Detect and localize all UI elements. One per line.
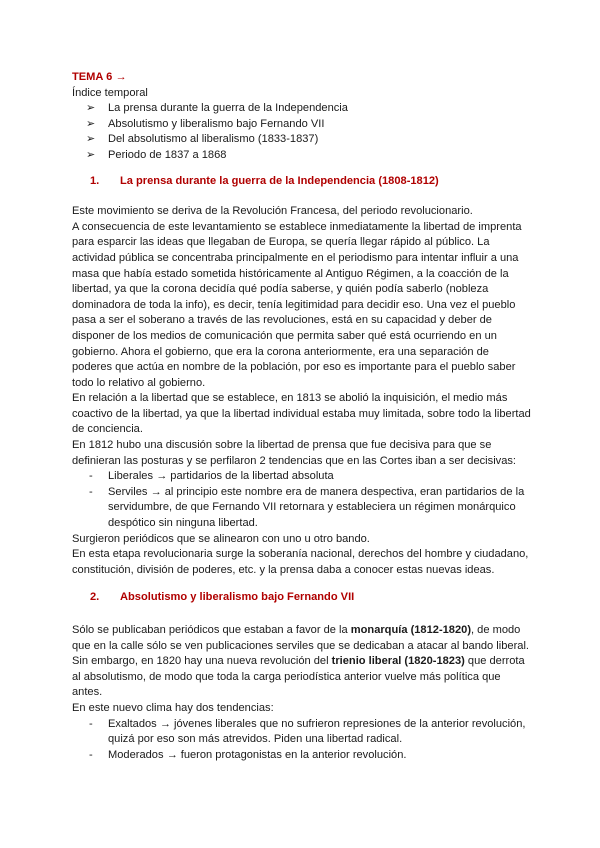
paragraph: En 1812 hubo una discusión sobre la libertad de prensa que fue decisiva para que se definieran las posturas y se perfilaron 2 tendencias que en las Cortes iban a ser decisivas: (72, 439, 516, 467)
index-item: ➢ La prensa durante la guerra de la Independencia (72, 101, 532, 117)
index-list (72, 101, 532, 163)
index-title: Índice temporal (72, 86, 148, 99)
section-1-heading: 1. La prensa durante la guerra de la Independencia (1808-1812) (90, 174, 439, 187)
index-item: ➢ Periodo de 1837 a 1868 (72, 148, 532, 164)
list-item: - Moderados → fueron protagonistas en la anterior revolución. (89, 748, 407, 761)
topic-title: TEMA 6 → (72, 71, 127, 83)
list-item: - Exaltados → jóvenes liberales que no sufrieron represiones de la anterior revolución, quizá por eso son más atrevidos. Piden una libertad radical. (89, 717, 526, 746)
list-item: - Liberales → partidarios de la libertad absoluta (89, 470, 334, 483)
paragraph: En este nuevo clima hay dos tendencias: (72, 701, 274, 714)
arrow-bullet-icon: ➢ (86, 148, 96, 161)
document-page (72, 70, 532, 763)
paragraph: En esta etapa revolucionaria surge la soberanía nacional, derechos del hombre y ciudadano, constitución, división de poderes, etc. y la prensa daba a conocer estas nuevas ideas. (72, 548, 529, 576)
paragraph: Sin embargo, en 1820 hay una nueva revolución del trienio liberal (1820-1823) que derrota al absolutismo, de modo que toda la carga periodística anterior vuelve más política que antes. (72, 655, 525, 699)
paragraph: A consecuencia de este levantamiento se establece inmediatamente la libertad de imprenta para esparcir las ideas que llegaban de Europa, se quería llegar rápido al público. La actividad pública se concentraba principalmente en el periodismo para intentar influir a una masa que había estado sometida históricamente al Antiguo Régimen, a la coacción de la libertad, ya que la corona decidía qué podía saberse, y quién podía saberlo (nobleza dominadora de toda la info), es decir, tenía legitimidad para decidir eso. Una vez el pueblo pasa a ser el soberano a través de las revoluciones, está en su capacidad y deber de disponer de los medios de comunicación que permita saber qué está ocurriendo en un gobierno. Ahora el gobierno, que era la corona anteriormente, era una separación de poderes que actúa en nombre de la población, por eso es importante para el pueblo saber todo lo relativo al gobierno. (72, 220, 522, 389)
arrow-bullet-icon: ➢ (86, 133, 96, 146)
paragraph: En relación a la libertad que se establece, en 1813 se abolió la inquisición, el medio más coactivo de la libertad, ya que la libertad individual estaba muy limitada, sobre todo la libertad de conciencia. (72, 392, 531, 436)
index-item: ➢ Absolutismo y liberalismo bajo Fernando VII (72, 117, 532, 133)
tendencies-list-2 (72, 717, 532, 764)
tendencies-list (72, 469, 532, 531)
paragraph: Sólo se publicaban periódicos que estaban a favor de la monarquía (1812-1820), de modo que en la calle sólo se ven publicaciones serviles que se dedicaban a atacar al bando liberal. (72, 624, 529, 652)
index-item: ➢ Del absolutismo al liberalismo (1833-1837) (72, 132, 532, 148)
arrow-bullet-icon: ➢ (86, 117, 96, 130)
section-2-heading: 2. Absolutismo y liberalismo bajo Fernando VII (90, 591, 355, 604)
list-item: - Serviles → al principio este nombre era de manera despectiva, eran partidarios de la servidumbre, de que Fernando VII retornara y estableciera un régimen monárquico despótico sin ninguna libertad. (89, 485, 525, 530)
arrow-bullet-icon: ➢ (86, 102, 96, 115)
paragraph: Surgieron periódicos que se alinearon con uno u otro bando. (72, 532, 370, 545)
paragraph: Este movimiento se deriva de la Revolución Francesa, del periodo revolucionario. (72, 205, 473, 218)
